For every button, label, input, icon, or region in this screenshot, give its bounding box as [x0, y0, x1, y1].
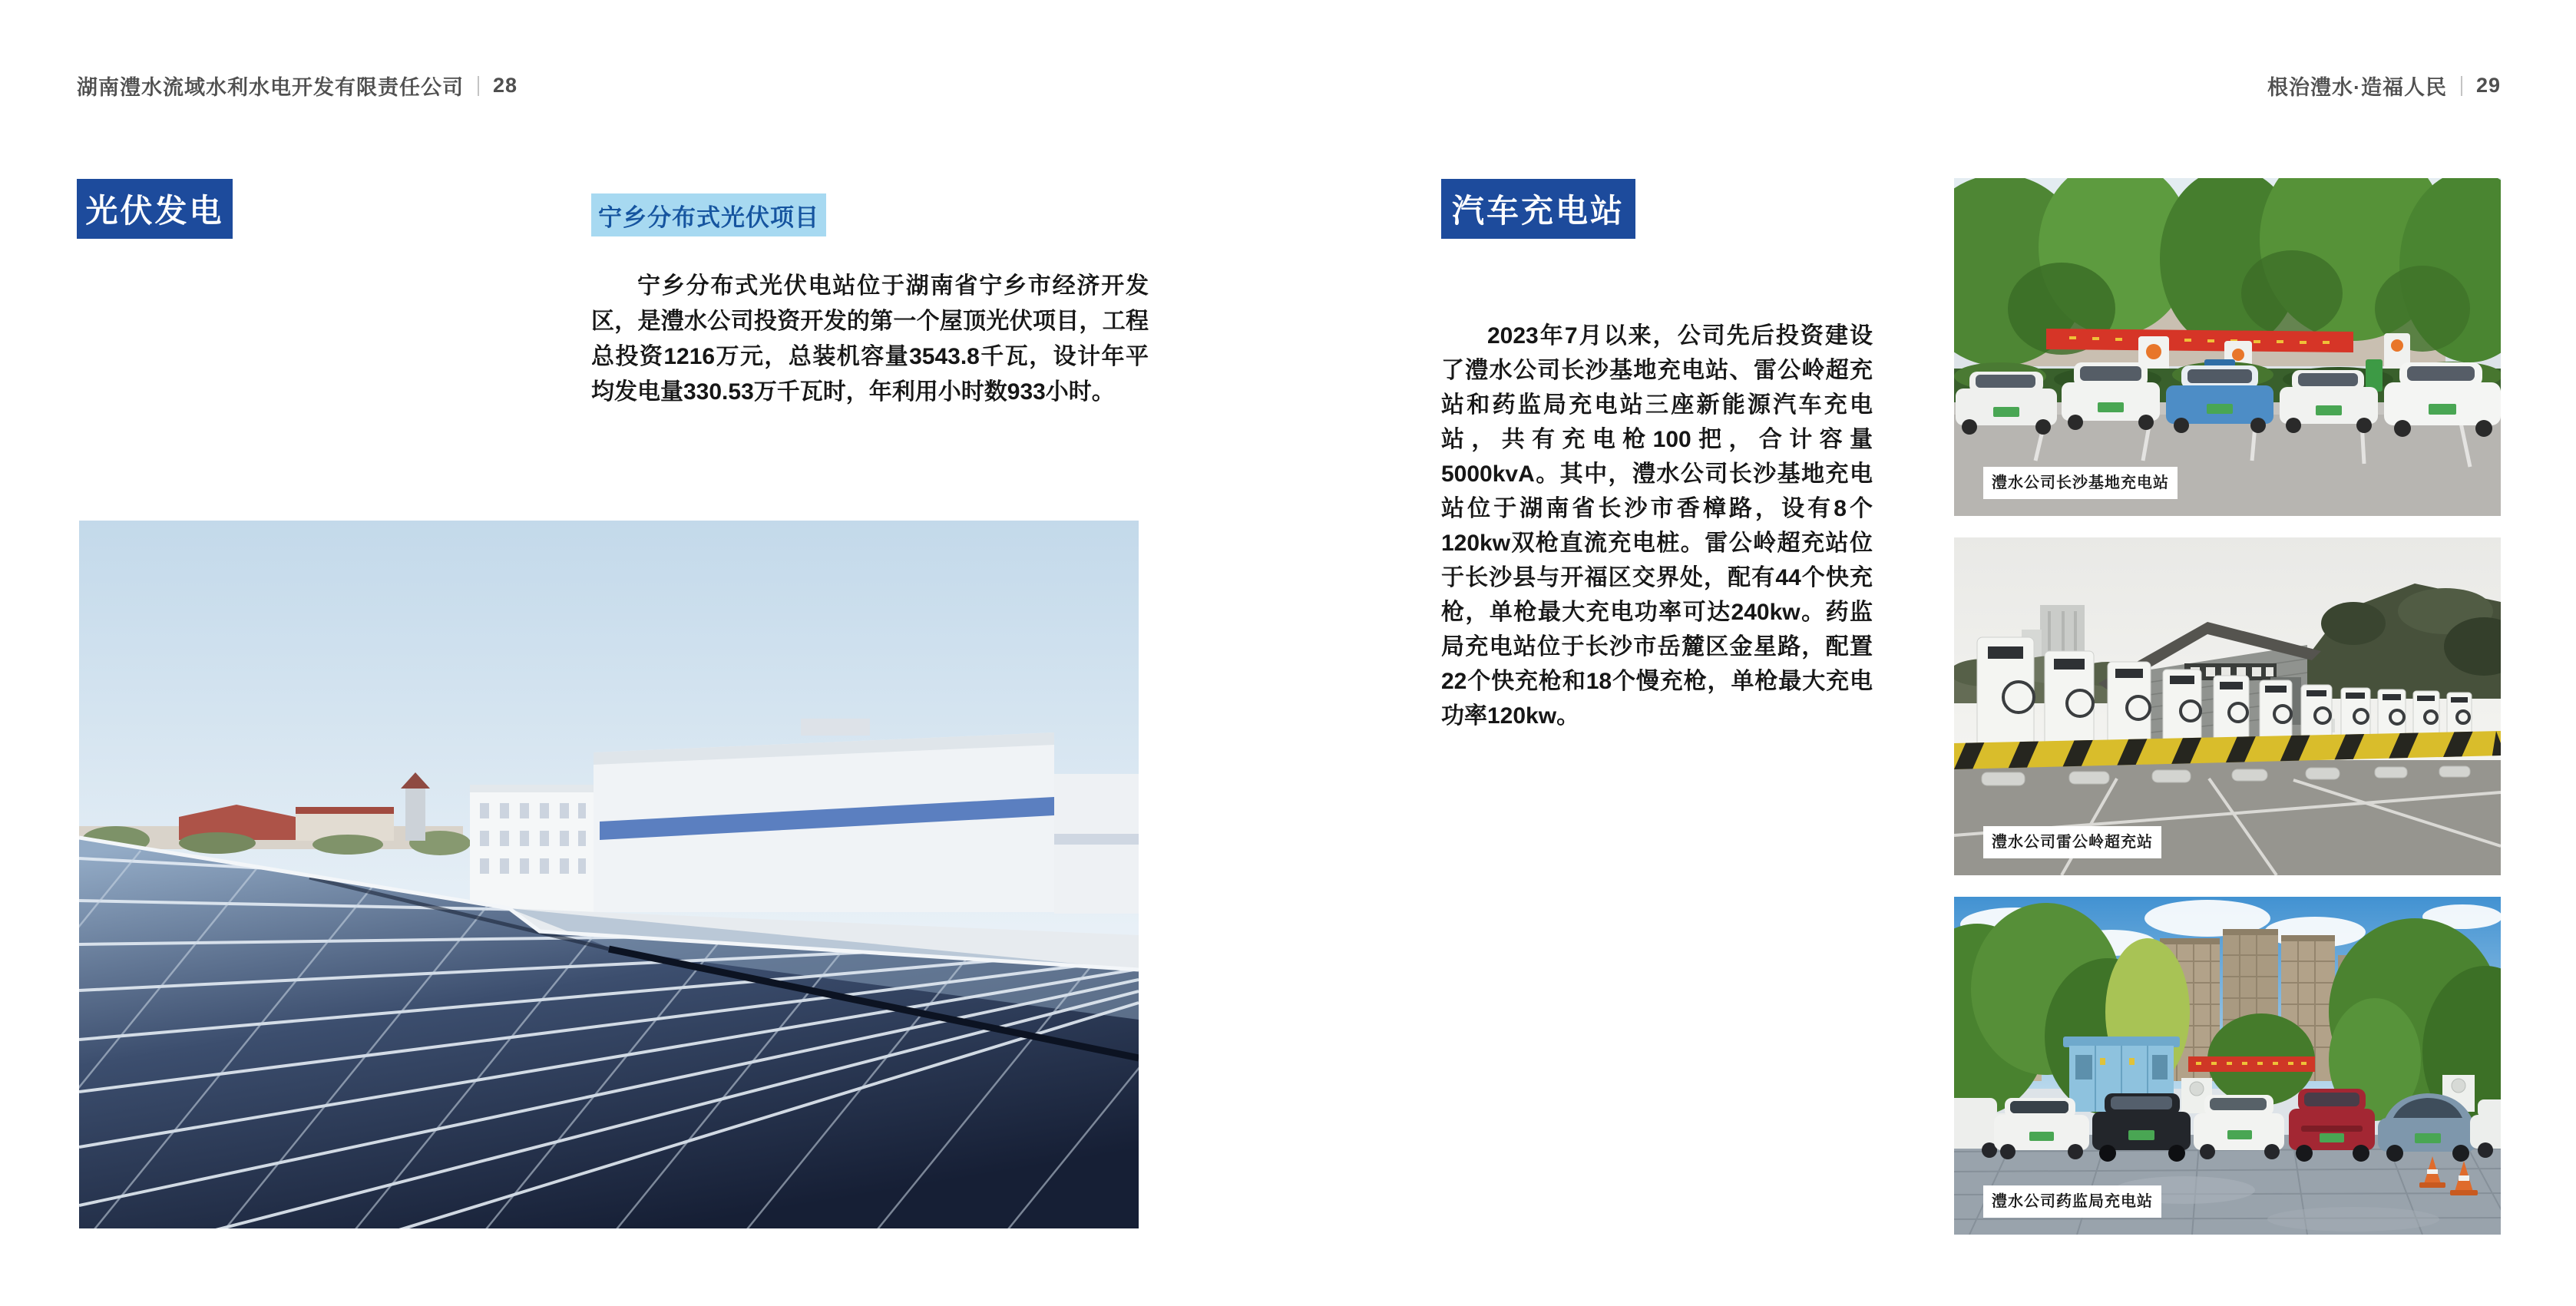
photo-yaojianju-station: [1954, 897, 2501, 1235]
rooftop-solar-illustration: [79, 521, 1139, 1228]
car-white-sedan-2: [2194, 1095, 2284, 1159]
banner-red: [2046, 329, 2353, 352]
page-number-left: 28: [493, 74, 518, 97]
section-title-charging: 汽车充电站: [1441, 179, 1635, 239]
slogan: 根治澧水·造福人民: [2267, 76, 2447, 99]
page-number-right: 29: [2475, 74, 2501, 97]
photo-rooftop-solar: [79, 521, 1139, 1228]
header-left: [77, 71, 518, 101]
leigongling-station-illustration: [1954, 537, 2501, 875]
photovoltaic-paragraph: 宁乡分布式光伏电站位于湖南省宁乡市经济开发区，是澧水公司投资开发的第一个屋顶光伏项目，工程总投资1216万元，总装机容量3543.8千瓦，设计年平均发电量330.53万千瓦时，年利用小时数933小时。: [591, 273, 1149, 405]
yaojianju-station-illustration: [1954, 897, 2501, 1235]
company-name: 湖南澧水流域水利水电开发有限责任公司: [77, 76, 464, 99]
white-office-building: [470, 785, 594, 914]
car-white-sedan: [1994, 1098, 2089, 1159]
header-separator: [478, 76, 479, 96]
header-right: [2267, 71, 2501, 101]
car-blue-taxi: [2166, 359, 2273, 433]
section-title-photovoltaic: 光伏发电: [77, 179, 233, 239]
car-white-1: [1956, 372, 2057, 435]
photo-caption: 澧水公司药监局充电站: [1983, 1185, 2161, 1218]
charging-paragraph: 2023年7月以来，公司先后投资建设了澧水公司长沙基地充电站、雷公岭超充站和药监局充电站三座新能源汽车充电站，共有充电枪100把，合计容量5000kvA。其中，澧水公司长沙基地充电站位于湖南省长沙市香樟路，设有8个120kw双枪直流充电桩。雷公岭超充站位于长沙县与开福区交界处，配有44个快充枪，单枪最大充电功率可达240kw。药监局充电站位于长沙市岳麓区金星路，配置22个快充枪和18个慢充枪，单枪最大充电功率120kw。: [1441, 323, 1873, 729]
header-separator: [2461, 76, 2462, 96]
car-white-2: [2280, 370, 2378, 433]
photo-changsha-base-station: [1954, 178, 2501, 516]
photo-caption: 澧水公司长沙基地充电站: [1983, 467, 2178, 499]
car-white-suv: [2062, 362, 2160, 430]
trash-bin: [2366, 359, 2383, 392]
photo-caption: 澧水公司雷公岭超充站: [1983, 826, 2161, 858]
changsha-station-illustration: [1954, 178, 2501, 516]
banner-red: [2188, 1056, 2315, 1072]
subsection-title-ningxiang: 宁乡分布式光伏项目: [591, 193, 826, 236]
photo-leigongling-station: [1954, 537, 2501, 875]
